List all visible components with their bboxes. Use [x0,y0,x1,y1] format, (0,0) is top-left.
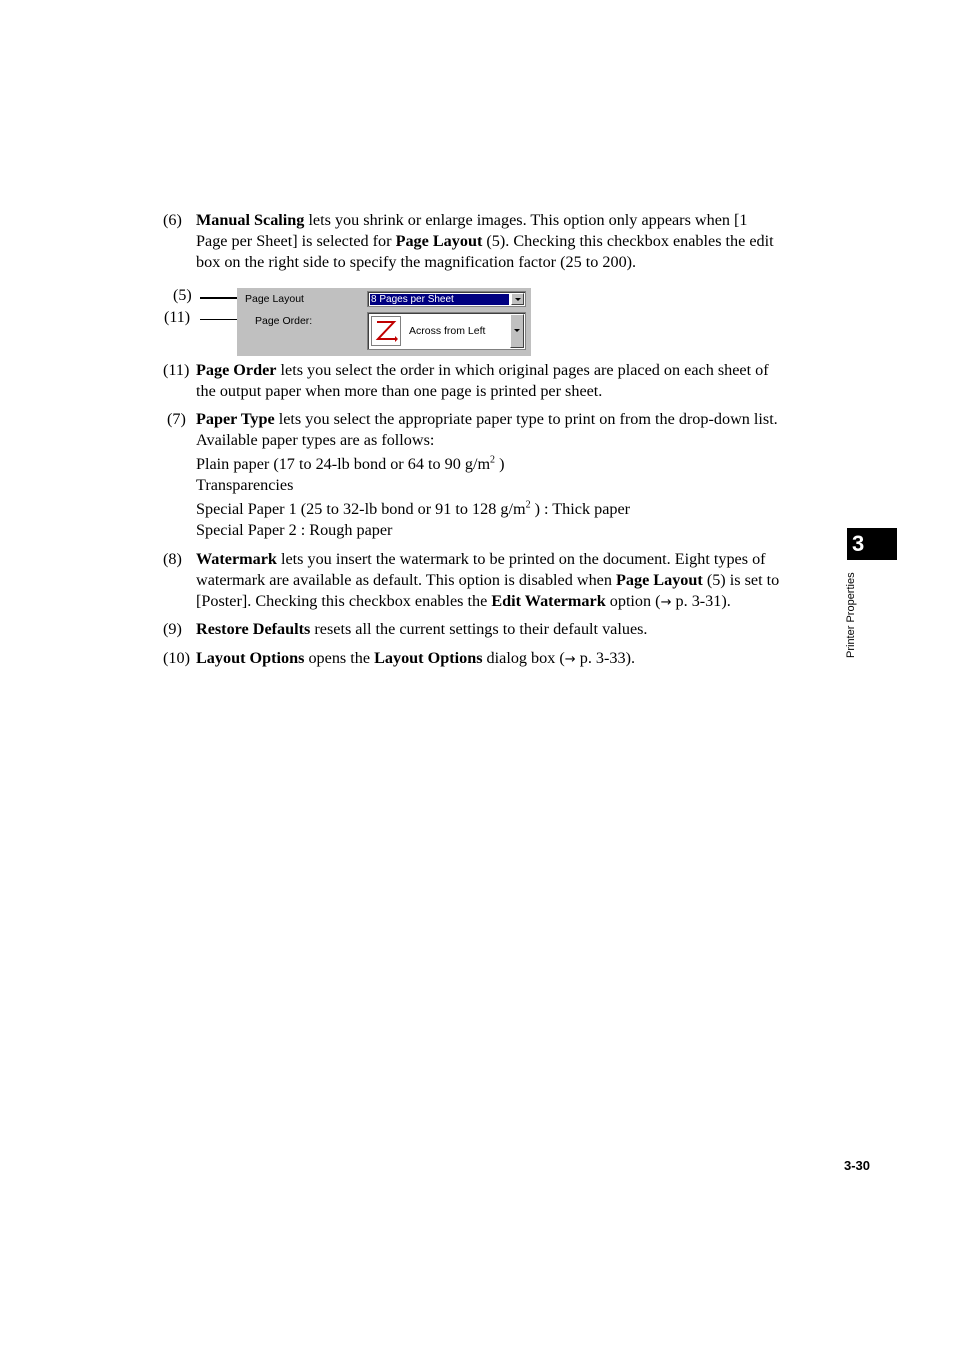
term: Edit Watermark [491,592,606,610]
chapter-side-label: Printer Properties [845,572,857,658]
item-paper-type [163,409,833,541]
text: Special Paper 2 : Rough paper [196,521,393,539]
text: (5). Checking this checkbox enables the edit [482,232,774,250]
text: option ( [605,592,661,610]
item-number: (8) [163,550,182,568]
item-page-order [163,360,833,402]
chevron-down-icon[interactable] [511,293,524,305]
arrow-right-icon: → [564,652,576,667]
term: Layout Options [196,649,305,667]
superscript: 2 [525,499,531,511]
callout-11: (11) [164,309,191,326]
leader-line [200,297,242,299]
text: Special Paper 1 (25 to 32-lb bond or 91 to 128 g/m [196,500,526,518]
text: p. 3-33). [575,649,636,667]
text: ) : Thick paper [530,500,631,518]
arrow-right-icon: → [660,595,672,610]
term: Restore Defaults [196,620,311,638]
term: Paper Type [196,410,275,428]
item-number: (11) [163,361,190,379]
text: Available paper types are as follows: [196,431,435,449]
item-watermark [163,549,833,613]
text: p. 3-31). [671,592,731,610]
page-number: 3-30 [843,1158,870,1173]
page-order-value: Across from Left [409,325,486,337]
text: lets you select the order in which original pages are placed on each sheet of [276,361,769,379]
term: Manual Scaling [196,211,305,229]
page-layout-dropdown[interactable] [367,291,526,307]
text: box on the right side to specify the magnification factor (25 to 200). [196,253,637,271]
text: dialog box ( [482,649,565,667]
term: Page Layout [616,571,703,589]
chapter-tab [847,528,897,560]
callout-5: (5) [173,287,192,304]
text: Transparencies [196,476,294,494]
text: (5) is set to [702,571,780,589]
page-order-icon [371,316,401,346]
text: resets all the current settings to their default values. [310,620,648,638]
item-restore-defaults [163,619,833,640]
text: Plain paper (17 to 24-lb bond or 64 to 90 g/m [196,455,491,473]
layout-dialog-excerpt [237,288,531,356]
page-order-label: Page Order: [255,315,313,327]
text: ) [495,455,505,473]
text: Page per Sheet] is selected for [196,232,396,250]
item-number: (9) [163,620,182,638]
superscript: 2 [490,454,496,466]
text: lets you insert the watermark to be printed on the document. Eight types of [276,550,766,568]
chapter-number: 3 [852,531,865,556]
text: lets you shrink or enlarge images. This option only appears when [1 [304,211,748,229]
term: Watermark [196,550,277,568]
term: Page Order [196,361,277,379]
page-layout-selected: 8 Pages per Sheet [370,294,509,305]
text: watermark are available as default. This option is disabled when [196,571,616,589]
page-order-dropdown[interactable] [367,312,526,350]
item-number: (7) [167,410,186,428]
chevron-down-icon[interactable] [510,314,524,348]
term: Layout Options [374,649,483,667]
page-layout-label: Page Layout [245,293,304,305]
item-number: (10) [163,649,190,667]
item-layout-options [163,648,833,670]
item-number: (6) [163,211,182,229]
text: [Poster]. Checking this checkbox enables the [196,592,492,610]
text: opens the [304,649,375,667]
text: the output paper when more than one page is printed per sheet. [196,382,603,400]
text: lets you select the appropriate paper type to print on from the drop-down list. [274,410,778,428]
item-manual-scaling [163,210,833,273]
term: Page Layout [395,232,483,250]
